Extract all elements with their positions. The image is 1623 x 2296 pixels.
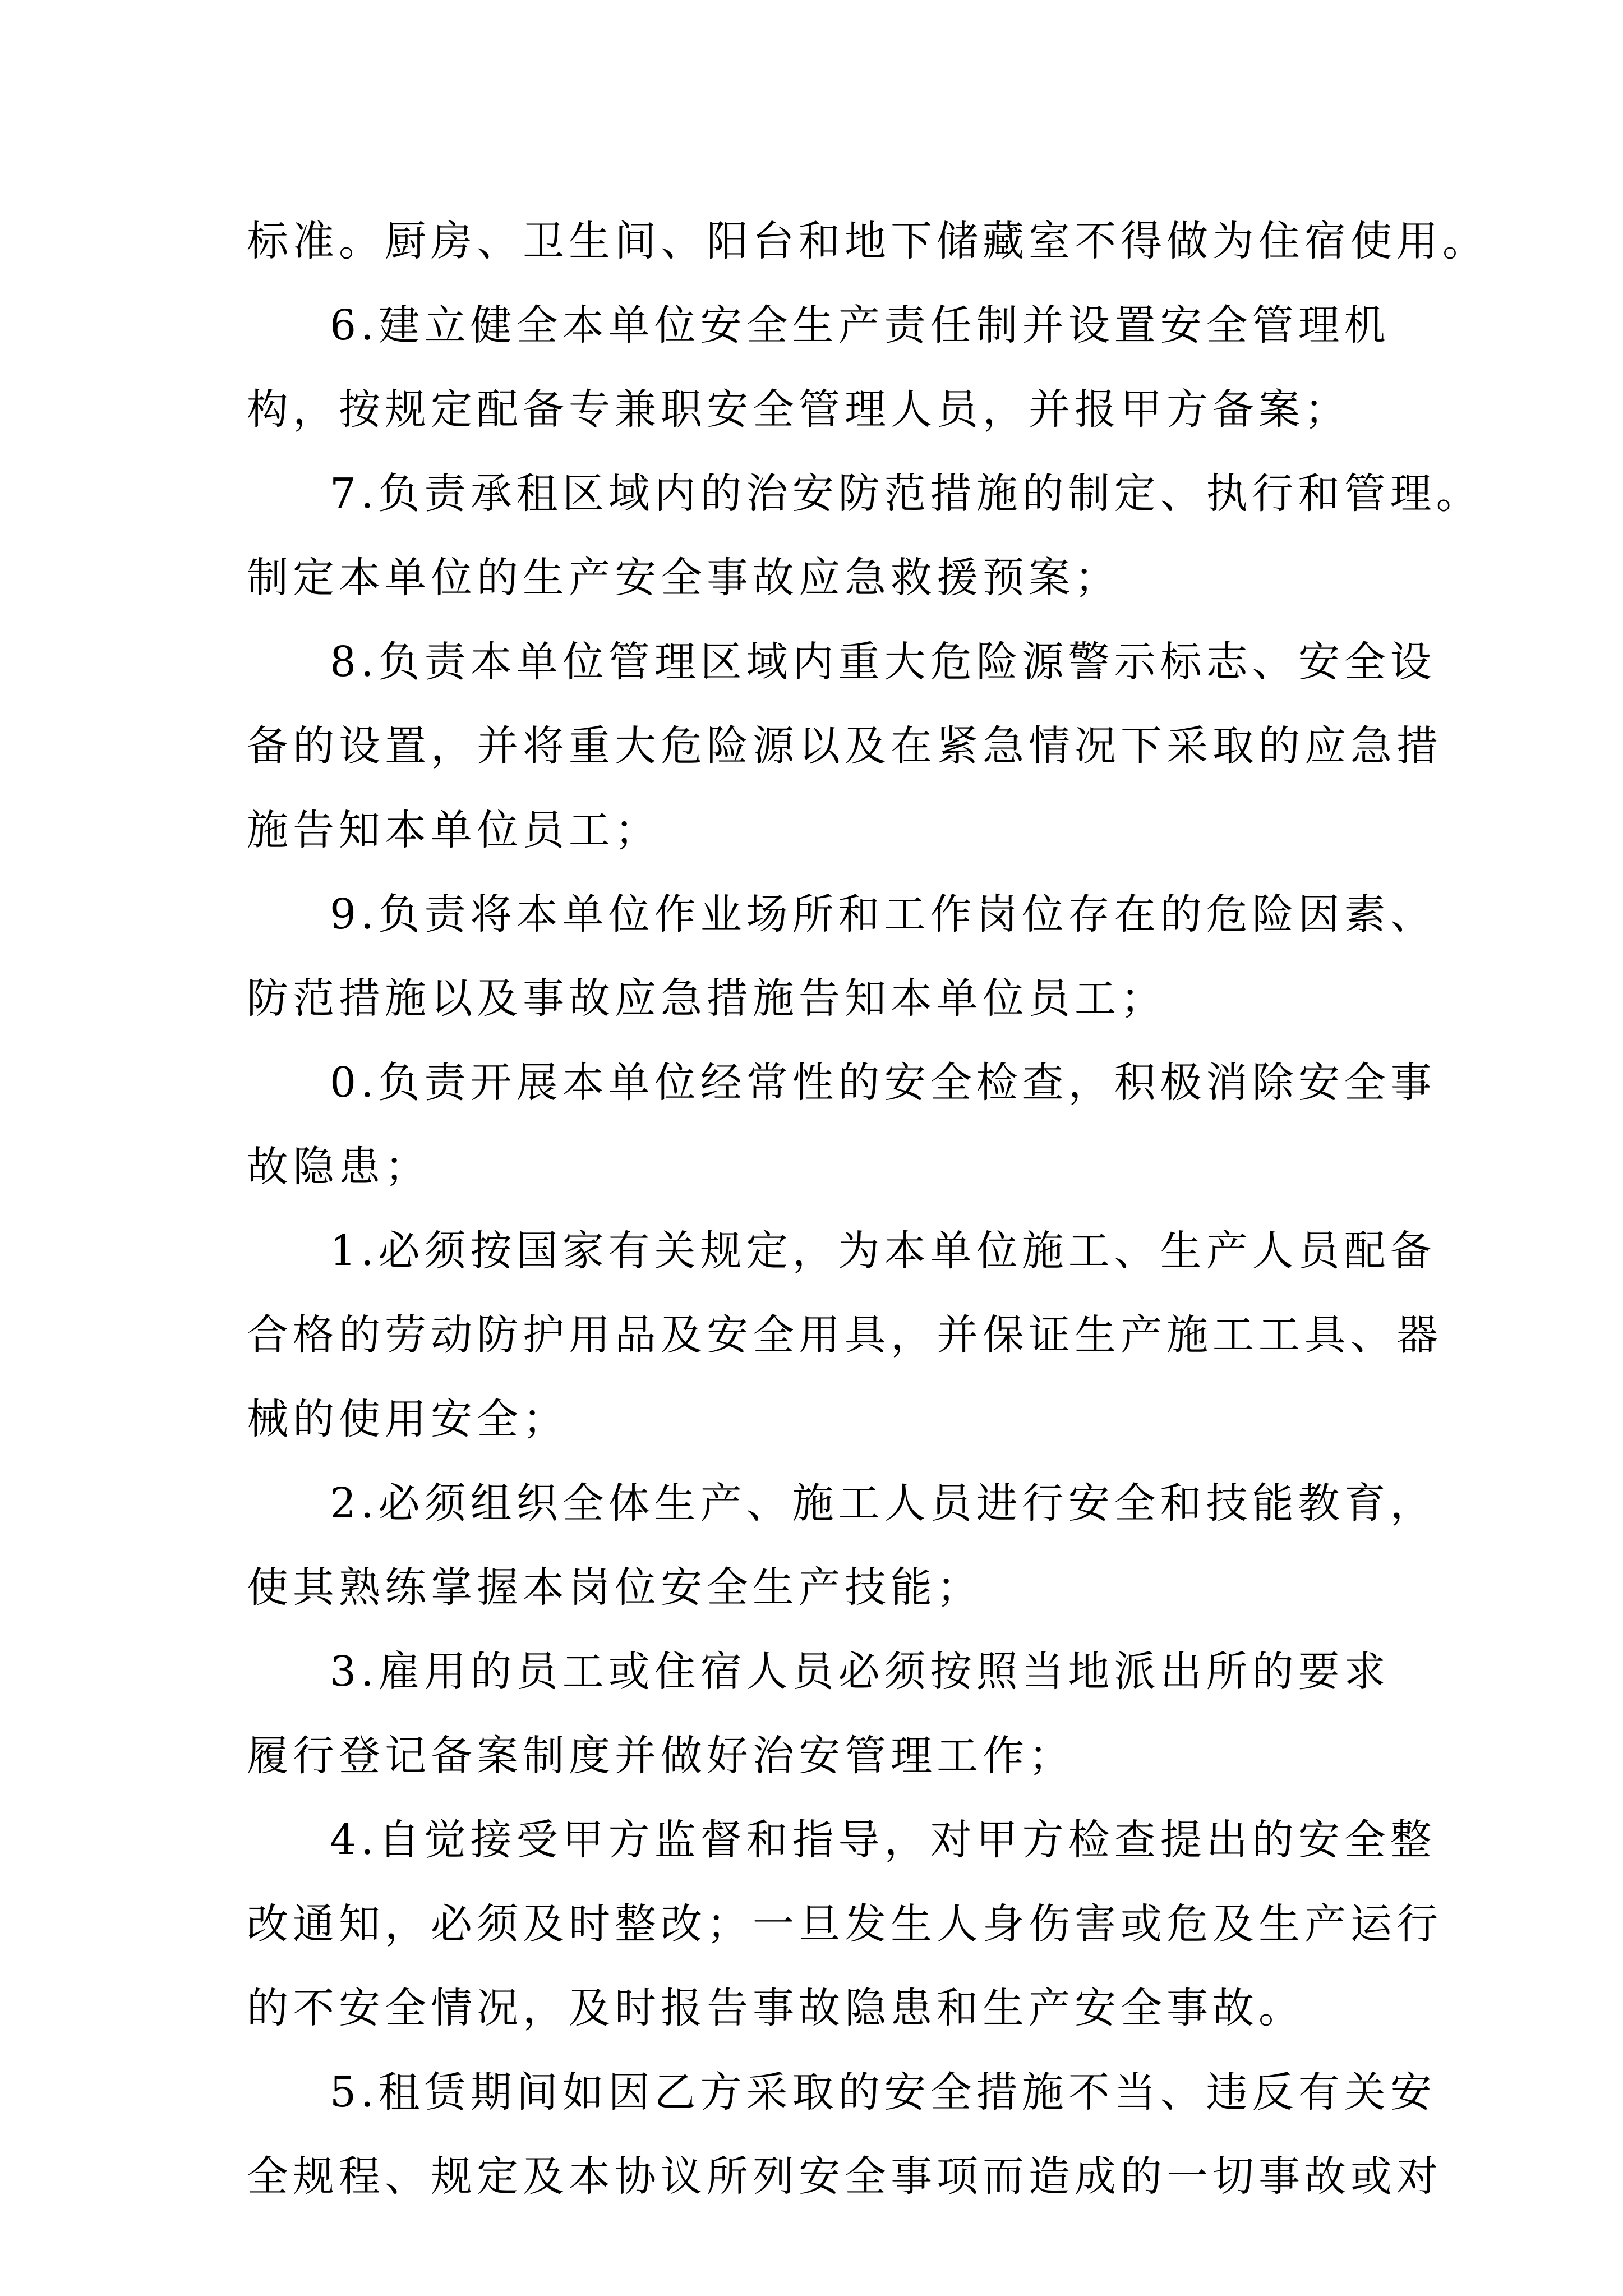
text-line: 的不安全情况，及时报告事故隐患和生产安全事故。 xyxy=(247,1984,1304,2032)
text-line: 4.自觉接受甲方监督和指导，对甲方检查提出的安全整 xyxy=(330,1816,1436,1864)
text-line: 7.负责承租区域内的治安防范措施的制定、执行和管理。 xyxy=(330,470,1482,518)
text-line: 使其熟练掌握本岗位安全生产技能； xyxy=(247,1563,983,1612)
text-line: 构，按规定配备专兼职安全管理人员，并报甲方备案； xyxy=(247,385,1350,434)
text-line: 制定本单位的生产安全事故应急救援预案； xyxy=(247,554,1121,602)
text-line: 9.负责将本单位作业场所和工作岗位存在的危险因素、 xyxy=(330,890,1436,938)
text-line: 8.负责本单位管理区域内重大危险源警示标志、安全设 xyxy=(330,638,1436,686)
text-line: 标准。厨房、卫生间、阳台和地下储藏室不得做为住宿使用。 xyxy=(247,217,1488,265)
text-line: 合格的劳动防护用品及安全用具，并保证生产施工工具、器 xyxy=(247,1311,1442,1359)
text-line: 全规程、规定及本协议所列安全事项而造成的一切事故或对 xyxy=(247,2152,1442,2201)
text-line: 2.必须组织全体生产、施工人员进行安全和技能教育， xyxy=(330,1479,1436,1527)
text-line: 履行登记备案制度并做好治安管理工作； xyxy=(247,1732,1075,1780)
text-line: 施告知本单位员工； xyxy=(247,806,661,854)
text-line: 6.建立健全本单位安全生产责任制并设置安全管理机 xyxy=(330,301,1390,349)
text-line: 备的设置，并将重大危险源以及在紧急情况下采取的应急措 xyxy=(247,722,1442,770)
text-line: 故隐患； xyxy=(247,1143,431,1191)
text-line: 改通知，必须及时整改；一旦发生人身伤害或危及生产运行 xyxy=(247,1900,1442,1948)
text-line: 1.必须按国家有关规定，为本单位施工、生产人员配备 xyxy=(330,1227,1436,1275)
text-line: 防范措施以及事故应急措施告知本单位员工； xyxy=(247,974,1166,1023)
text-line: 3.雇用的员工或住宿人员必须按照当地派出所的要求 xyxy=(330,1648,1390,1696)
text-line: 械的使用安全； xyxy=(247,1395,569,1443)
text-line: 0.负责开展本单位经常性的安全检查，积极消除安全事 xyxy=(330,1059,1436,1107)
text-line: 5.租赁期间如因乙方采取的安全措施不当、违反有关安 xyxy=(330,2068,1436,2116)
